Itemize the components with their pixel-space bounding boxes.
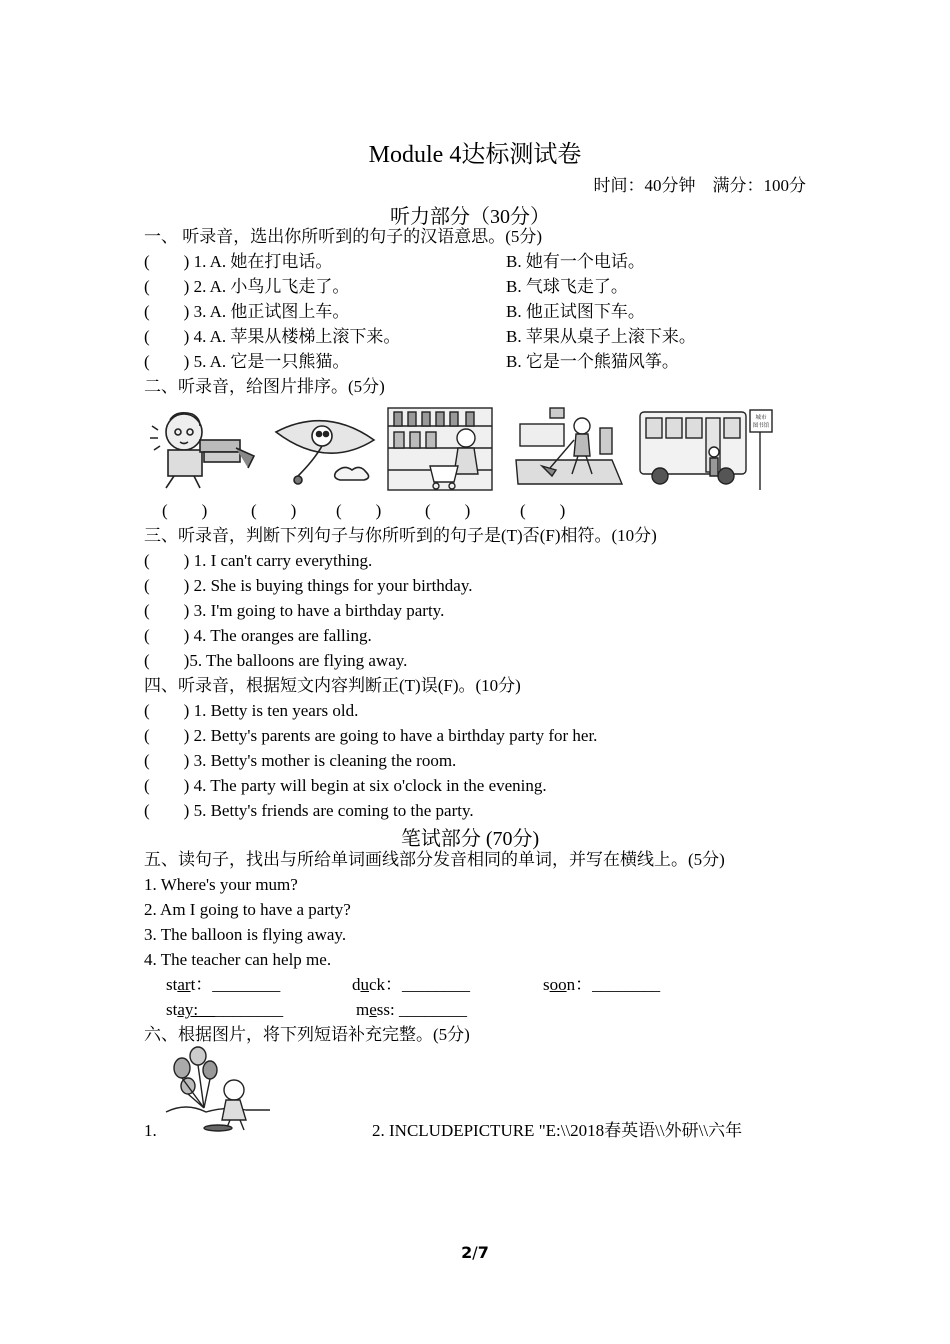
word-soon-post: n：	[566, 975, 593, 994]
part3-item-4: ( ) 4. The oranges are falling.	[144, 626, 372, 645]
part1-q3-b: B. 他正试图下车。	[506, 302, 645, 321]
word-mess-pre: m	[356, 1000, 370, 1019]
part4-item-2: ( ) 2. Betty's parents are going to have a birthday party for her.	[144, 726, 598, 745]
part1-q4-b: B. 苹果从桌子上滚下来。	[506, 327, 696, 346]
picture-answer-blank-2[interactable]: ( )	[251, 501, 297, 520]
part1-q4: ( ) 4. A. 苹果从楼梯上滚下来。	[144, 327, 401, 346]
word-start-pre: st	[166, 975, 178, 994]
part5-sentence-1: 1. Where's your mum?	[144, 875, 298, 894]
part1-q1-b: B. 她有一个电话。	[506, 252, 645, 271]
page-number	[0, 1243, 950, 1262]
word-duck-pre: d	[352, 975, 361, 994]
part3-item-2: ( ) 2. She is buying things for your birthday.	[144, 576, 473, 595]
word-soon-underlined: oo	[549, 975, 567, 994]
word-duck-blank[interactable]: ________	[402, 975, 471, 994]
picture-answer-blank-5[interactable]: ( )	[520, 501, 566, 520]
part2-heading: 二、听录音，给图片排序。(5分)	[144, 377, 385, 396]
writing-header: 笔试部分 (70分)	[400, 828, 540, 850]
page-total: 7	[477, 1243, 489, 1262]
part6-item-1: 1.	[144, 1121, 157, 1140]
word-start-underlined: ar	[177, 975, 191, 994]
kite-picture	[270, 404, 380, 492]
girl-with-balloons-picture	[164, 1046, 272, 1134]
word-duck-underlined: u	[360, 975, 369, 994]
bus-stop-sign-line2: 图书馆	[752, 423, 770, 429]
word-stay-pre: st	[166, 1000, 178, 1019]
word-mess-underlined: e	[369, 1000, 377, 1019]
part5-sentence-2: 2. Am I going to have a party?	[144, 900, 351, 919]
supermarket-picture	[386, 404, 494, 492]
word-duck-post: ck：	[369, 975, 403, 994]
boy-carrying-boxes-picture	[144, 404, 269, 492]
part3-item-1: ( ) 1. I can't carry everything.	[144, 551, 373, 570]
part1-heading: 一、 听录音，选出你所听到的句子的汉语意思。(5分)	[144, 227, 543, 246]
word-mess-blank[interactable]: ________	[399, 1000, 467, 1019]
part4-heading: 四、听录音，根据短文内容判断正(T)误(F)。(10分)	[144, 676, 521, 695]
page-separator: /	[472, 1243, 478, 1262]
part1-q2: ( ) 2. A. 小鸟儿飞走了。	[144, 277, 350, 296]
part3-item-3: ( ) 3. I'm going to have a birthday party.	[144, 601, 445, 620]
word-stay	[166, 999, 283, 1021]
boy-cleaning-room-picture	[512, 404, 624, 492]
part4-item-1: ( ) 1. Betty is ten years old.	[144, 701, 359, 720]
bus-stop-sign-line1: 城市	[755, 415, 767, 421]
picture-answer-blank-4[interactable]: ( )	[425, 501, 471, 520]
listening-header: 听力部分（30分）	[390, 206, 550, 228]
part1-q5-b: B. 它是一个熊猫风筝。	[506, 352, 679, 371]
part6-item-2: 2. INCLUDEPICTURE "E:\\2018春英语\\外研\\六年	[372, 1121, 743, 1140]
part5-sentence-3: 3. The balloon is flying away.	[144, 925, 347, 944]
part3-item-5: ( )5. The balloons are flying away.	[144, 651, 408, 670]
part4-item-5: ( ) 5. Betty's friends are coming to the party.	[144, 801, 474, 820]
word-start	[166, 974, 280, 996]
part1-q3: ( ) 3. A. 他正试图上车。	[144, 302, 350, 321]
word-stay-blank[interactable]: ________	[215, 1000, 284, 1019]
part5-sentence-4: 4. The teacher can help me.	[144, 950, 332, 969]
part4-item-3: ( ) 3. Betty's mother is cleaning the room.	[144, 751, 457, 770]
word-duck	[352, 974, 470, 996]
part3-heading: 三、听录音，判断下列句子与你所听到的句子是(T)否(F)相符。(10分)	[144, 526, 657, 545]
page-title: Module 4达标测试卷	[368, 142, 582, 168]
exam-meta: 时间：40分钟 满分：100分	[593, 176, 806, 195]
word-stay-post	[198, 1000, 215, 1019]
page-current: 2	[461, 1243, 473, 1262]
part1-q1: ( ) 1. A. 她在打电话。	[144, 252, 333, 271]
part1-q5: ( ) 5. A. 它是一只熊猫。	[144, 352, 350, 371]
word-mess	[356, 999, 467, 1021]
part5-heading: 五、读句子，找出与所给单词画线部分发音相同的单词，并写在横线上。(5分)	[144, 850, 725, 869]
word-start-post: t：	[190, 975, 213, 994]
word-soon	[543, 974, 660, 996]
word-mess-post: ss:	[376, 1000, 395, 1019]
word-start-blank[interactable]: ________	[212, 975, 281, 994]
part6-heading: 六、根据图片，将下列短语补充完整。(5分)	[144, 1025, 470, 1044]
word-soon-pre: s	[543, 975, 550, 994]
picture-answer-blank-1[interactable]: ( )	[162, 501, 208, 520]
part4-item-4: ( ) 4. The party will begin at six o'clock in the evening.	[144, 776, 547, 795]
word-soon-blank[interactable]: ________	[592, 975, 661, 994]
picture-answer-blank-3[interactable]: ( )	[336, 501, 382, 520]
word-stay-underlined: ay:	[177, 1000, 199, 1019]
bus-stop-picture	[638, 404, 778, 492]
part1-q2-b: B. 气球飞走了。	[506, 277, 628, 296]
